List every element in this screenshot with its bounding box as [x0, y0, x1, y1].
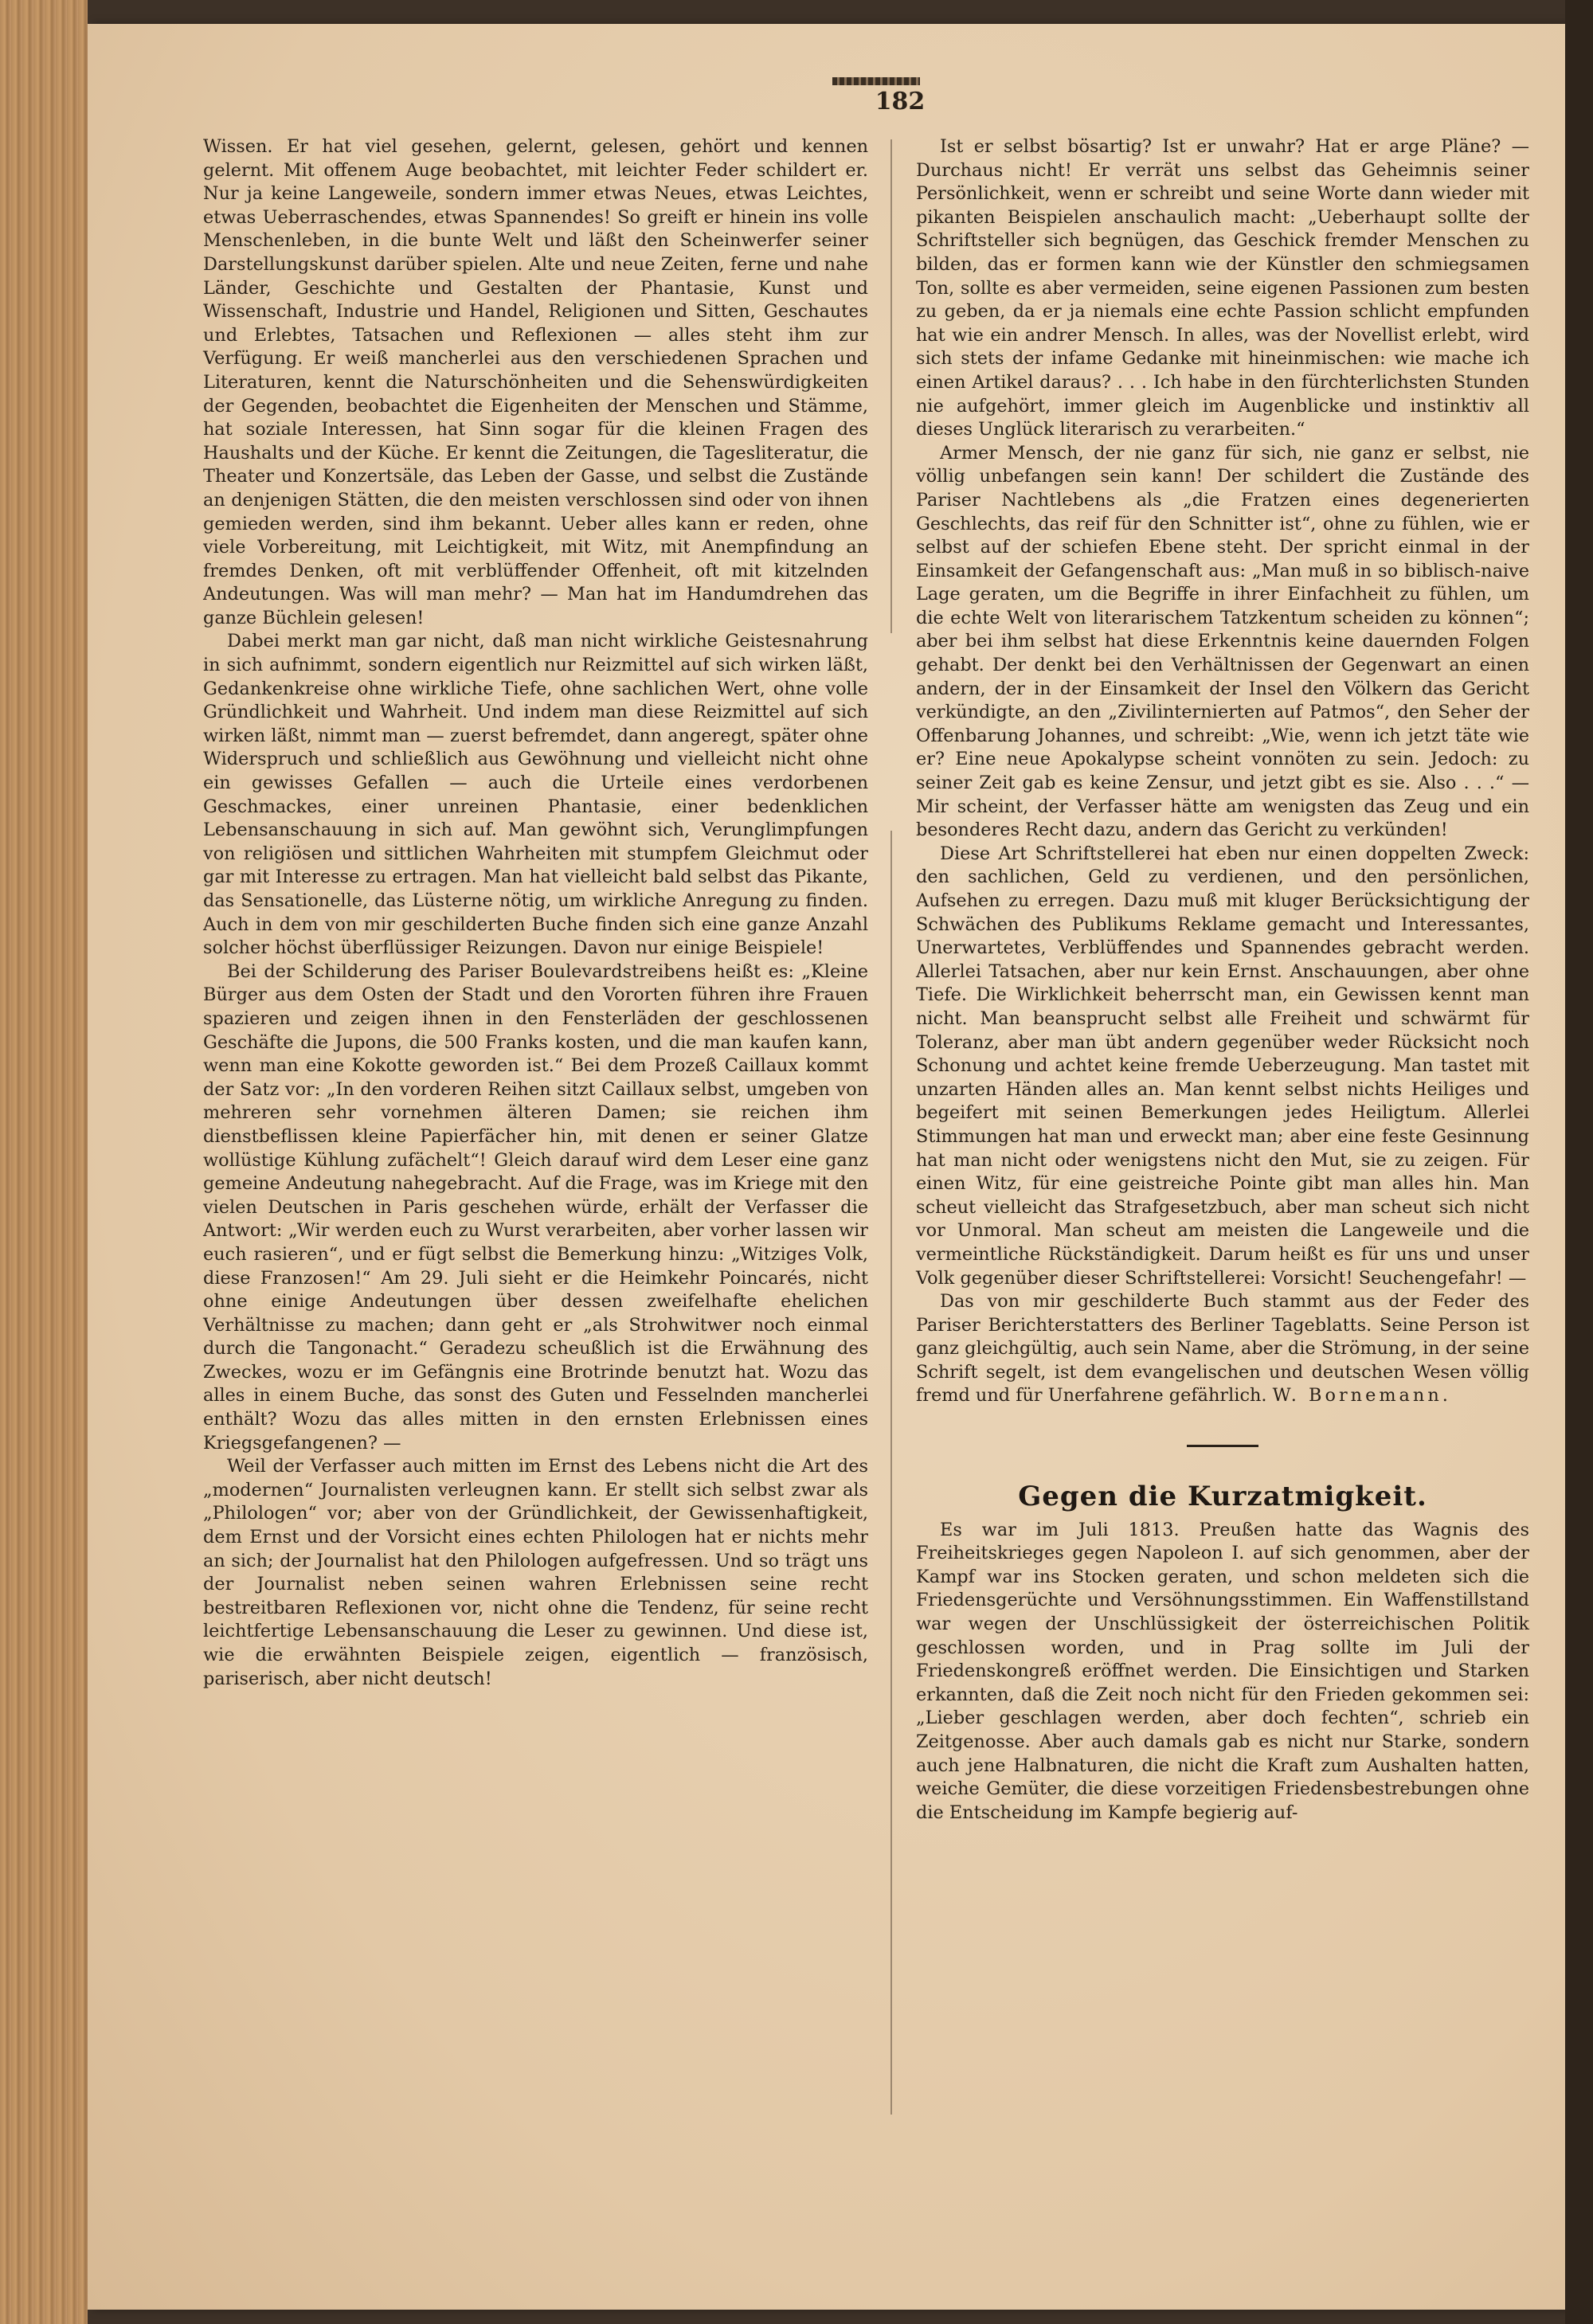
article-title: Gegen die Kurzatmigkeit. [1018, 1481, 1427, 1513]
right-column [916, 135, 1529, 1825]
header-ornament [832, 77, 920, 85]
paragraph: Weil der Verfasser auch mitten im Ernst des Lebens nicht die Art des „modernen“ Journalisten verleugnen kann. Er stellt sich selbst zwar als „Philologen“ vor; aber von der Gründlichkeit, der Gewissenhaftigkeit, dem Ernst und der Vorsicht eines echten Philologen hat er nichts mehr an sich; der Journalist hat den Philologen aufgefressen. Und so trägt uns der Journalist neben seinen wahren Erlebnissen seine recht bestreitbaren Reflexionen vor, nicht ohne die Tendenz, für seine recht leichtfertige Lebensanschauung die Leser zu gewinnen. Und diese ist, wie die erwähnten Beispiele zeigen, eigentlich — französisch, pariserisch, aber nicht deutsch! [203, 1456, 868, 1689]
book-spine-shadow [1565, 0, 1593, 2324]
paragraph: Wissen. Er hat viel gesehen, gelernt, gelesen, gehört und kennen gelernt. Mit offenem Auge beobachtet, mit leichter Feder schildert er. Nur ja keine Langeweile, sondern immer etwas Neues, etwas Leichtes, etwas Ueberraschendes, etwas Spannendes! So greift er hinein ins volle Menschenleben, in die bunte Welt und läßt den Scheinwerfer seiner Darstellungskunst darüber spielen. Alte und neue Zeiten, ferne und nahe Länder, Geschichte und Gestalten der Phantasie, Kunst und Wissenschaft, Industrie und Handel, Religionen und Sitten, Geschautes und Erlebtes, Tatsachen und Reflexionen — alles steht ihm zur Verfügung. Er weiß mancherlei aus den verschiedenen Sprachen und Literaturen, kennt die Naturschönheiten und die Sehenswürdigkeiten der Gegenden, beobachtet die Eigenheiten der Menschen und Stämme, hat soziale Interessen, hat Sinn sogar für die kleinen Fragen des Haushalts und der Küche. Er kennt die Zeitungen, die Tagesliteratur, die Theater und Konzertsäle, das Leben der Gasse, und selbst die Zustände an denjenigen Stätten, die den meisten verschlossen sind oder von ihnen gemieden werden, sind ihm bekannt. Ueber alles kann er reden, ohne viele Vorbereitung, mit Leichtigkeit, mit Witz, mit Anempfindung an fremdes Denken, oft mit verblüffender Offenheit, oft mit kitzelnden Andeutungen. Was will man mehr? — Man hat im Handumdrehen das ganze Büchlein gelesen! [203, 136, 868, 628]
section-rule [1187, 1445, 1258, 1447]
book-page-edges [0, 0, 88, 2324]
paragraph-text: Das von mir geschilderte Buch stammt aus der Feder des Pariser Berichterstatters des Berliner Tageblatts. Seine Person ist ganz gleichgültig, auch sein Name, aber die Strömung, in der seine Schrift segelt, ist dem evangelischen und deutschen Wesen völlig fremd und für Unerfahrene gefährlich. [916, 1291, 1529, 1407]
paragraph: Dabei merkt man gar nicht, daß man nicht wirkliche Geistesnahrung in sich aufnimmt, sondern eigentlich nur Reizmittel auf sich wirken läßt, Gedankenkreise ohne wirkliche Tiefe, ohne sachlichen Wert, ohne volle Gründlichkeit und Wahrheit. Und indem man diese Reizmittel auf sich wirken läßt, nimmt man — zuerst befremdet, dann angeregt, später ohne Widerspruch und schließlich aus Gewöhnung und vielleicht nicht ohne ein gewisses Gefallen — auch die Urteile eines verdorbenen Geschmackes, einer unreinen Phantasie, einer bedenklichen Lebensanschauung in sich auf. Man gewöhnt sich, Verunglimpfungen von religiösen und sittlichen Wahrheiten mit stumpfem Gleichmut oder gar mit Interesse zu ertragen. Man hat vielleicht bald selbst das Pikante, das Sensationelle, das Lüsterne nötig, um wirkliche Anregung zu finden. Auch in dem von mir geschilderten Buche finden sich eine ganze Anzahl solcher höchst überflüssiger Reizungen. Davon nur einige Beispiele! [203, 631, 868, 959]
paragraph: Es war im Juli 1813. Preußen hatte das Wagnis des Freiheitskrieges gegen Napoleon I. auf sich genommen, aber der Kampf war ins Stocken geraten, und schon meldeten sich die Friedensgerüchte und Versöhnungsstimmen. Ein Waffenstillstand war wegen der Unschlüssigkeit der österreichischen Politik geschlossen worden, und in Prag sollte im Juli der Friedenskongreß eröffnet werden. Die Einsichtigen und Starken erkannten, daß die Zeit noch nicht für den Frieden gekommen sei: „Lieber geschlagen werden, aber doch fechten“, schrieb ein Zeitgenosse. Aber auch damals gab es nicht nur Starke, sondern auch jene Halbnaturen, die nicht die Kraft zum Aushalten hatten, weiche Gemüter, die diese vorzeitigen Friedensbestrebungen ohne die Entscheidung im Kampfe begierig auf- [916, 1519, 1529, 1823]
paragraph: Bei der Schilderung des Pariser Boulevardstreibens heißt es: „Kleine Bürger aus dem Osten der Stadt und den Vororten führen ihre Frauen spazieren und zeigen ihnen in den Fensterläden der geschlossenen Geschäfte die Jupons, die 500 Franks kosten, und die man kaufen kann, wenn man eine Kokotte geworden ist.“ Bei dem Prozeß Caillaux kommt der Satz vor: „In den vorderen Reihen sitzt Caillaux selbst, umgeben von mehreren sehr vornehmen älteren Damen; sie reichen ihm dienstbeflissen kleine Papierfächer hin, mit denen er seiner Glatze wollüstige Kühlung zufächelt“! Gleich darauf wird dem Leser eine ganz gemeine Andeutung nahegebracht. Auf die Frage, was im Kriege mit den vielen Deutschen in Paris geschehen würde, erhält der Verfasser die Antwort: „Wir werden euch zu Wurst verarbeiten, aber vorher lassen wir euch rasieren“, und er fügt selbst die Bemerkung hinzu: „Witziges Volk, diese Franzosen!“ Am 29. Juli sieht er die Heimkehr Poincarés, nicht ohne einige Andeutungen über dessen zweifelhafte ehelichen Verhältnisse zu machen; dann geht er „als Strohwitwer noch einmal durch die Tangonacht.“ Geradezu scheußlich ist die Erwähnung des Zweckes, wozu er im Gefängnis eine Brotrinde benutzt hat. Wozu das alles in einem Buche, das sonst des Guten und Fesselnden mancherlei enthält? Wozu das alles mitten in den ernsten Erlebnissen eines Kriegsgefangenen? — [203, 961, 868, 1453]
left-column [203, 135, 868, 1691]
column-divider [890, 139, 892, 2115]
author-signature: W. Bornemann. [1272, 1385, 1451, 1407]
paragraph: Ist er selbst bösartig? Ist er unwahr? Hat er arge Pläne? — Durchaus nicht! Er verrät uns selbst das Geheimnis seiner Persönlichkeit, wenn er schreibt und seine Worte dann wieder mit pikanten Beispielen anschaulich macht: „Ueberhaupt sollte der Schriftsteller sich begnügen, das Geschick fremder Menschen zu bilden, das er formen kann wie der Künstler den schmiegsamen Ton, sollte es aber vermeiden, seine eigenen Passionen zum besten zu geben, da er ja niemals eine echte Passion schlicht empfunden hat wie ein andrer Mensch. In alles, was der Novellist erlebt, wird sich stets der infame Gedanke mit hineinmischen: wie mache ich einen Artikel daraus? . . . Ich habe in den fürchterlichsten Stunden nie aufgehört, immer gleich im Augenblicke und instinktiv all dieses Unglück literarisch zu verarbeiten.“ [916, 136, 1529, 440]
paragraph [916, 1290, 1529, 1408]
paragraph: Diese Art Schriftstellerei hat eben nur einen doppelten Zweck: den sachlichen, Geld zu verdienen, und den persönlichen, Aufsehen zu erregen. Dazu muß mit kluger Berücksichtigung der Schwächen des Publikums Reklame gemacht und Interessantes, Unerwartetes, Verblüffendes und Spannendes gebracht werden. Allerlei Tatsachen, aber nur kein Ernst. Anschauungen, aber ohne Tiefe. Die Wirklichkeit beherrscht man, ein Gewissen kennt man nicht. Man beansprucht selbst alle Freiheit und schwärmt für Toleranz, aber man übt andern gegenüber weder Rücksicht noch Schonung und achtet keine fremde Ueberzeugung. Man tastet mit unzarten Händen alles an. Man kennt selbst nichts Heiliges und begeifert mit seinen Bemerkungen jedes Heiligtum. Allerlei Stimmungen hat man und erweckt man; aber eine feste Gesinnung hat man nicht oder wenigstens nicht den Mut, sie zu zeigen. Für einen Witz, für eine geistreiche Pointe gibt man alles hin. Man scheut vielleicht das Strafgesetzbuch, aber man scheut sich nicht vor Unmoral. Man scheut am meisten die Langeweile und die vermeintliche Rückständigkeit. Darum heißt es für uns und unser Volk gegenüber dieser Schriftstellerei: Vorsicht! Seuchengefahr! — [916, 843, 1529, 1289]
paragraph: Armer Mensch, der nie ganz für sich, nie ganz er selbst, nie völlig unbefangen sein kann! Der schildert die Zustände des Pariser Nachtlebens als „die Fratzen eines degenerierten Geschlechts, das reif für den Schnitter ist“, ohne zu fühlen, wie er selbst auf der schiefen Ebene steht. Der spricht einmal in der Einsamkeit der Gefangenschaft aus: „Man muß in so biblisch-naive Lage geraten, um die Begriffe in ihrer Einfachheit zu fühlen, um die echte Welt von literarischem Tatzkentum scheiden zu können“; aber bei ihm selbst hat diese Erkenntnis keine dauernden Folgen gehabt. Der denkt bei den Verhältnissen der Gegenwart an einen andern, der in der Einsamkeit der Insel den Völkern das Gericht verkündigte, an den „Zivilinternierten auf Patmos“, den Seher der Offenbarung Johannes, und schreibt: „Wie, wenn ich jetzt täte wie er? Eine neue Apokalypse scheint vonnöten zu sein. Jedoch: zu seiner Zeit gab es keine Zensur, und jetzt gibt es sie. Also . . .“ — Mir scheint, der Verfasser hätte am wenigsten das Zeug und ein besonderes Recht dazu, andern das Gericht zu verkünden! [916, 442, 1529, 841]
page-number: 182 [875, 88, 926, 115]
